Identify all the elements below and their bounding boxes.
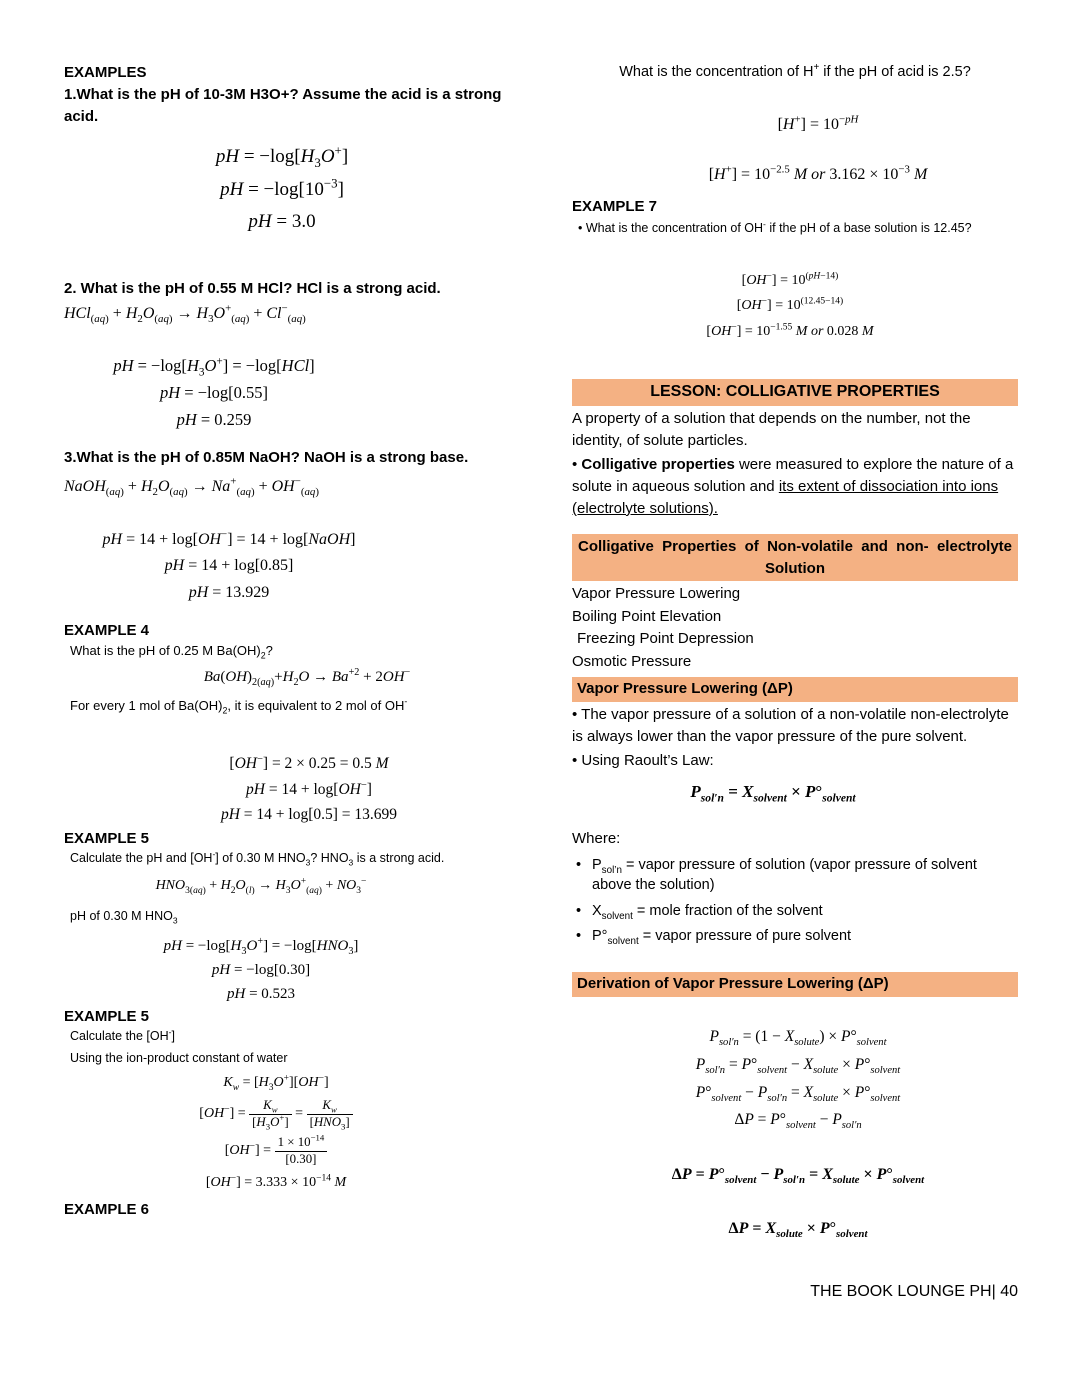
question-3: 3.What is the pH of 0.85M NaOH? NaOH is a strong base. bbox=[64, 449, 469, 467]
where-label: Where: bbox=[572, 829, 621, 847]
solution-steps-1 bbox=[64, 141, 500, 238]
lesson-header: LESSON: COLLIGATIVE PROPERTIES bbox=[572, 379, 1018, 405]
chemical-equation-baoh2: $Ba(OH)_{2(aq)}+H_2O \to Ba^{+2} + 2OH^-$ bbox=[203, 667, 411, 689]
math-line: pH = 14 + log[OH−] = 14 + log[NaOH] bbox=[102, 528, 356, 548]
math-line: $P^\circ_{solvent} - P_{sol'n} = X_{solute} \times P^\circ_{solvent}$ bbox=[695, 1083, 901, 1104]
where-item-psolvent: • $P^\circ_{solvent}$ = vapor pressure of pure solvent bbox=[572, 926, 1018, 946]
math-line: $K_w = [H_3O^+][OH^-]$ bbox=[223, 1073, 329, 1093]
vapor-pressure-bullet: • The vapor pressure of a solution of a non-volatile non-electrolyte is always lower than the vapor pressure of the pure solvent. bbox=[572, 704, 1018, 748]
example-6-heading: EXAMPLE 6 bbox=[64, 1200, 150, 1218]
example-7-question: • What is the concentration of OH- if the pH of a base solution is 12.45? bbox=[572, 220, 1018, 238]
solution-steps-5 bbox=[64, 934, 458, 1006]
example-4-heading: EXAMPLE 4 bbox=[64, 622, 150, 640]
math-line: pH = 0.259 bbox=[176, 409, 252, 429]
solution-steps-4 bbox=[92, 751, 526, 828]
math-line: pH = 3.0 bbox=[248, 210, 316, 232]
colligative-properties-header: Colligative Properties of Non-volatile and non- electrolyte Solution bbox=[572, 534, 1018, 582]
example-4-question: What is the pH of 0.25 M $Ba(OH)_2$? bbox=[70, 643, 273, 661]
math-line: $[OH^-] = 10^{(12.45-14)}$ bbox=[736, 296, 844, 314]
colligative-definition-bullet: • Colligative properties were measured to explore the nature of a solute in aqueous solution and its extent of dissociation into ions (electrolyte solutions). bbox=[572, 454, 1018, 520]
math-line: pH = $-\log[H_3O^+] = -\log[HNO_3]$ bbox=[163, 935, 359, 957]
delta-p-formula: $\Delta P = X_{solute} \times P^\circ_{solvent}$ bbox=[728, 1220, 868, 1241]
math-line: $[OH^-] = 10^{-1.55}$ M or 0.028 M bbox=[706, 322, 874, 340]
math-line: pH = −log[0.55] bbox=[160, 382, 268, 402]
math-line: pH = $-\log[H_3O^+] = -\log[HCl]$ bbox=[113, 355, 315, 379]
question-2: 2. What is the pH of 0.55 M HCl? HCl is a strong acid. bbox=[64, 280, 441, 298]
math-line: $[OH^-] = 3.333 \times 10^{-14}$ M bbox=[205, 1173, 347, 1191]
derivation-result-formula: $\Delta P = P^\circ_{solvent} - P_{sol'n} = X_{solute} \times P^\circ_{solvent}$ bbox=[671, 1166, 925, 1187]
lesson-paragraph: A property of a solution that depends on the number, not the identity, of solute particles. bbox=[572, 409, 971, 449]
example-4-note: For every 1 mol of $Ba(OH)_2$, it is equivalent to 2 mol of OH- bbox=[70, 696, 408, 716]
where-item-xsolvent: • $X_{solvent}$ = mole fraction of the solvent bbox=[572, 901, 1018, 921]
chemical-equation-hno3: $HNO_{3(aq)} + H_2O_{(l)} \to H_3O^+_{(aq)} + NO_3^-$ bbox=[155, 876, 367, 897]
example-5-note: pH of 0.30 M $HNO_3$ bbox=[70, 909, 178, 926]
math-line: $[OH^-] = 10^{(pH-14)}$ bbox=[741, 270, 839, 288]
example-5b-note: Using the ion-product constant of water bbox=[70, 1051, 288, 1066]
math-line: $[H^+] = 10^{-2.5}$ M or $3.162 \times 10^{-3}$ M bbox=[708, 163, 928, 184]
raoult-law-bullet: • Using Raoult’s Law: bbox=[572, 750, 1018, 772]
raoult-law-formula: $P_{sol'n} = X_{solvent} \times P^\circ_{solvent}$ bbox=[690, 781, 856, 805]
chemical-equation-naoh: NaOH$_{(aq)}$ + $H_2O_{(aq)} \to Na^+_{(aq)} + OH^-_{(aq)}$ bbox=[64, 475, 319, 498]
vapor-pressure-lowering-header: Vapor Pressure Lowering (ΔP) bbox=[572, 677, 1018, 702]
math-line: [OH−] = 2 × 0.25 = 0.5 M bbox=[229, 753, 389, 773]
solution-steps-3 bbox=[64, 527, 394, 607]
math-line: [OH−] = $\frac{K_w}{[H_3O^+]}$ = $\frac{K_w}{[HNO_3]}$ bbox=[64, 1098, 488, 1130]
example-5-heading: EXAMPLE 5 bbox=[64, 830, 150, 848]
example-7-heading: EXAMPLE 7 bbox=[572, 198, 658, 216]
list-item-osmotic-pressure: Osmotic Pressure bbox=[572, 652, 692, 670]
page-footer: THE BOOK LOUNGE PH| 40 bbox=[810, 1283, 1018, 1300]
solution-steps-5b bbox=[64, 1072, 488, 1194]
list-item-boiling-point: Boiling Point Elevation bbox=[572, 607, 722, 625]
where-definitions bbox=[572, 855, 1018, 946]
chemical-equation-hcl: $HCl_{(aq)} + H_2O_{(aq)} \to H_3O^+_{(aq)} + Cl^-_{(aq)}$ bbox=[64, 302, 306, 326]
math-line: [OH−] = $\frac{1 \times 10^{-14}}{[0.30]}$ bbox=[64, 1135, 488, 1167]
derivation-steps bbox=[578, 1023, 1018, 1135]
list-item-vapor-pressure: Vapor Pressure Lowering bbox=[572, 585, 741, 603]
math-line: $P_{sol'n} = P^\circ_{solvent} - X_{solute} \times P^\circ_{solvent}$ bbox=[695, 1055, 901, 1076]
right-column bbox=[572, 62, 1018, 1241]
example-5b-question: Calculate the [OH-] bbox=[70, 1026, 175, 1043]
solution-steps-2 bbox=[64, 352, 364, 433]
math-line: $[H^+] = 10^{-pH}$ bbox=[777, 113, 859, 134]
example-5b-heading: EXAMPLE 5 bbox=[64, 1007, 150, 1025]
derivation-header: Derivation of Vapor Pressure Lowering (ΔP) bbox=[572, 972, 1018, 997]
examples-heading: EXAMPLES bbox=[64, 64, 147, 81]
math-line: pH = 14 + log[0.5] = 13.699 bbox=[220, 806, 398, 824]
math-line: pH = −log[0.30] bbox=[211, 961, 311, 978]
question-1: 1.What is the pH of 10-3M H3O+? Assume the acid is a strong acid. bbox=[64, 85, 502, 125]
where-item-psoln: • $P_{sol’n}$ = vapor pressure of solution (vapor pressure of solvent above the solution) bbox=[572, 855, 1018, 896]
solution-steps-7 bbox=[572, 268, 1008, 346]
math-line: pH = 0.523 bbox=[226, 985, 296, 1002]
math-line: pH = 14 + log[0.85] bbox=[164, 557, 294, 575]
math-line: $\Delta P = P^\circ_{solvent} - P_{sol'n}$ bbox=[734, 1111, 862, 1132]
left-column bbox=[64, 62, 526, 1221]
math-line: pH = $-\log[H_3O^+]$ bbox=[215, 142, 349, 171]
math-line: pH = $-\log[10^{-3}]$ bbox=[220, 175, 344, 200]
math-line: pH = 13.929 bbox=[188, 583, 270, 601]
example-6-question: What is the concentration of H+ if the pH of acid is 2.5? bbox=[619, 62, 971, 80]
example-5-question: Calculate the pH and [OH-] of 0.30 M $HNO_3$? $HNO_3$ is a strong acid. bbox=[70, 848, 445, 868]
list-item-freezing-point: Freezing Point Depression bbox=[577, 630, 754, 648]
math-line: $P_{sol'n} = (1 - X_{solute}) \times P^\circ_{solvent}$ bbox=[709, 1027, 887, 1048]
math-line: pH = 14 + log[OH−] bbox=[246, 779, 372, 798]
